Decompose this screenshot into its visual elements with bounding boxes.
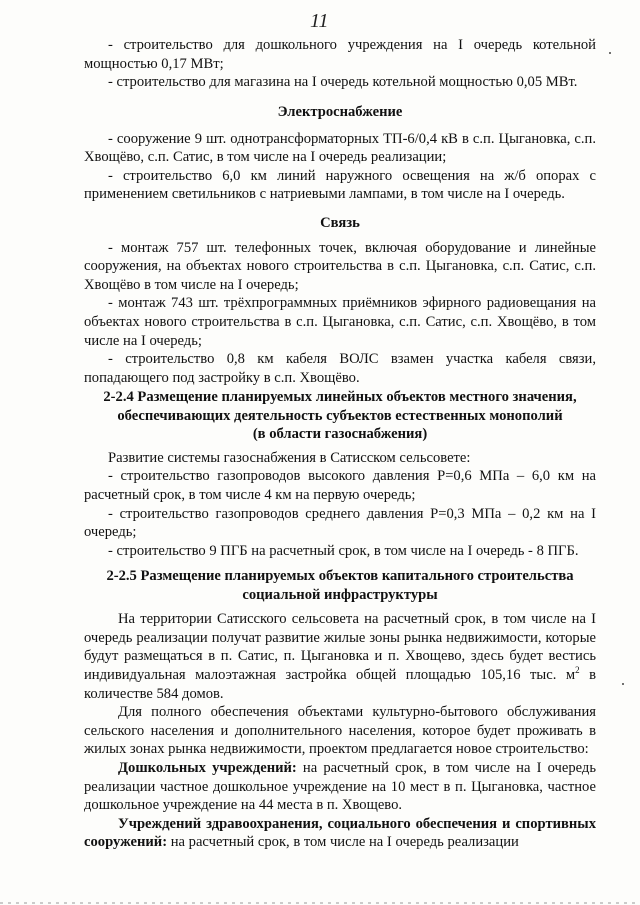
page-number: 11 [310,10,329,32]
social-para-2: Для полного обеспечения объектами культурно-бытового обслуживания сельского населения и дополнительного населения, которое будет проживать в жилых зонах рынка недвижимости, проектом предлагается новое строительство: [84,704,596,758]
comm-heading: Связь [320,215,360,231]
scan-bottom-edge [0,897,640,905]
comm-item-3: - строительство 0,8 км кабеля ВОЛС взамен участка кабеля связи, попадающего под застройку в с.п. Хвощёво. [84,351,596,386]
preschool-label: Дошкольных учреждений: [118,759,297,776]
scan-speck [609,52,611,54]
social-para-3 [84,759,596,815]
comm-section [84,214,596,387]
heat-item-1: - строительство для дошкольного учреждения на I очередь котельной мощностью 0,17 МВт; [84,37,596,72]
gas-heading-line-2: обеспечивающих деятельность субъектов естественных монополий [117,407,563,424]
comm-item-2: - монтаж 743 шт. трёхпрограммных приёмников эфирного радиовещания на объектах нового строительства в с.п. Цыгановка, с.п. Сатис, с.п. Хвощёво, в том числе на I очередь; [84,295,596,349]
health-label: Учреждений здравоохранения, социального обеспечения и спортивных сооружений: [84,815,596,851]
scan-speck [622,683,624,685]
heat-section [84,36,596,92]
square-superscript: 2 [575,665,580,676]
power-item-2: - строительство 6,0 км линий наружного освещения на ж/б опорах с применением светильников с натриевыми лампами, в том числе на I очередь. [84,167,596,203]
gas-section [84,388,596,560]
social-para-1 [84,610,596,703]
gas-heading-line-1: 2-2.4 Размещение планируемых линейных объектов местного значения, [103,389,577,405]
power-item-1: - сооружение 9 шт. однотрансформаторных ТП-6/0,4 кВ в с.п. Цыгановка, с.п. Хвощёво, с.п. Сатис, в том числе на I очередь реализации; [84,130,596,166]
comm-item-1: - монтаж 757 шт. телефонных точек, включая оборудование и линейные сооружения, на объектах нового строительства в с.п. Цыгановка, с.п. Сатис, с.п. Хвощёво в том числе на I очередь; [84,239,596,293]
power-heading: Электроснабжение [277,104,403,120]
social-para-4 [84,815,596,852]
gas-heading-line-3: (в области газоснабжения) [252,426,428,443]
social-heading-line-2: социальной инфраструктуры [242,586,438,603]
social-para-1-main: На территории Сатисского сельсовета на расчетный срок, в том числе на I очередь реализации получат развитие жилые зоны рынка недвижимости, которые будут размещаться в п. Сатис, п. Цыгановка и п. Хвощево, здесь будет вестись индивидуальная малоэтажная застройка общей площадью 105,16 тыс. м [84,611,596,683]
heat-item-2: - строительство для магазина на I очередь котельной мощностью 0,05 МВт. [108,74,578,91]
gas-item-2: - строительство газопроводов среднего давления Р=0,3 МПа – 0,2 км на I очередь; [84,505,596,541]
gas-item-1: - строительство газопроводов высокого давления Р=0,6 МПа – 6,0 км на расчетный срок, в том числе 4 км на первую очередь; [84,468,596,503]
health-text: на расчетный срок, в том числе на I очередь реализации [167,834,519,851]
social-heading-line-1: 2-2.5 Размещение планируемых объектов капитального строительства [106,568,574,584]
gas-item-3: - строительство 9 ПГБ на расчетный срок, в том числе на I очередь - 8 ПГБ. [108,542,579,559]
social-para-1-tail: в количестве 584 домов. [84,666,596,702]
preschool-text: на расчетный срок, в том числе на I очередь реализации частное дошкольное учреждение на 10 мест в п. Цыгановка, частное дошкольное учреждение на 44 места в п. Хвощево. [84,759,596,814]
power-section [84,103,596,204]
social-section [84,567,596,852]
gas-intro: Развитие системы газоснабжения в Сатисском сельсовете: [108,449,471,466]
